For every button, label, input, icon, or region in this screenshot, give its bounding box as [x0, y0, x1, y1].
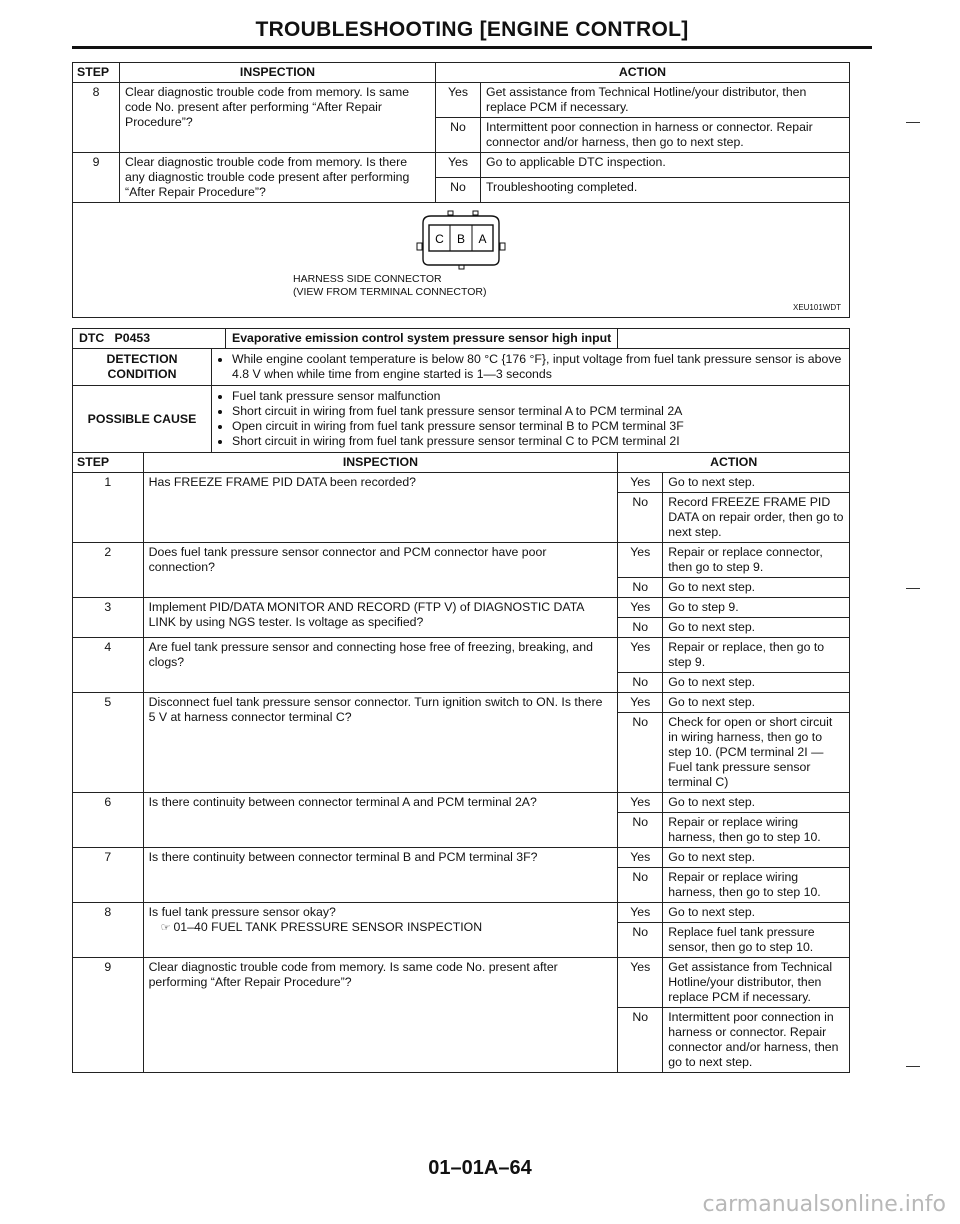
dtc-table — [72, 328, 850, 1073]
no-label: No — [618, 923, 663, 958]
yes-label: Yes — [618, 693, 663, 713]
no-label: No — [436, 118, 481, 153]
inspection-cell — [120, 83, 436, 153]
detection-condition-list — [212, 349, 849, 385]
no-action: Intermittent poor connection in harness or connector. Repair connector and/or harness, then go to next step. — [481, 118, 850, 153]
yes-action: Go to applicable DTC inspection. — [481, 153, 850, 178]
yes-action: Go to step 9. — [663, 598, 850, 618]
figure-caption — [293, 273, 486, 298]
step-row — [73, 153, 850, 178]
terminal-c-label: C — [435, 232, 444, 246]
inspection-cell — [143, 473, 618, 543]
caption-line-1: HARNESS SIDE CONNECTOR — [293, 273, 442, 285]
step-number: 7 — [73, 848, 144, 903]
reference-note — [149, 920, 613, 935]
yes-action: Go to next step. — [663, 903, 850, 923]
yes-label: Yes — [618, 638, 663, 673]
step-number: 9 — [73, 153, 120, 203]
yes-action: Go to next step. — [663, 848, 850, 868]
no-label: No — [618, 618, 663, 638]
page-title: TROUBLESHOOTING [ENGINE CONTROL] — [72, 18, 872, 49]
no-action: Intermittent poor connection in harness or connector. Repair connector and/or harness, then go to next step. — [663, 1008, 850, 1073]
no-action: Replace fuel tank pressure sensor, then go to step 10. — [663, 923, 850, 958]
caption-line-2: (VIEW FROM TERMINAL CONNECTOR) — [293, 285, 487, 298]
detection-row — [73, 349, 850, 386]
inspection-cell — [143, 903, 618, 958]
yes-action: Go to next step. — [663, 793, 850, 813]
no-action: Record FREEZE FRAME PID DATA on repair order, then go to next step. — [663, 493, 850, 543]
yes-label: Yes — [436, 153, 481, 178]
step-number: 6 — [73, 793, 144, 848]
no-action: Go to next step. — [663, 618, 850, 638]
step-number: 4 — [73, 638, 144, 693]
yes-action: Get assistance from Technical Hotline/your distributor, then replace PCM if necessary. — [663, 958, 850, 1008]
yes-label: Yes — [618, 793, 663, 813]
no-action: Check for open or short circuit in wiring harness, then go to step 10. (PCM terminal 2I — Fuel tank pressure sensor terminal C) — [663, 713, 850, 793]
step-number: 9 — [73, 958, 144, 1073]
steps-table-continued — [72, 62, 850, 318]
detection-label: DETECTION CONDITION — [73, 349, 212, 385]
no-action: Go to next step. — [663, 673, 850, 693]
inspection-cell — [143, 693, 618, 793]
step-number: 1 — [73, 473, 144, 543]
column-action: ACTION — [436, 63, 850, 83]
margin-mark — [906, 588, 920, 589]
step-number: 3 — [73, 598, 144, 638]
inspection-text: Does fuel tank pressure sensor connector and PCM connector have poor connection? — [148, 545, 547, 574]
no-label: No — [618, 578, 663, 598]
step-row — [73, 793, 850, 813]
dtc-code-cell — [73, 329, 618, 349]
yes-label: Yes — [618, 598, 663, 618]
bullet-item: • Short circuit in wiring from fuel tank pressure sensor terminal A to PCM terminal 2A — [232, 404, 843, 419]
page-number: 01–01A–64 — [428, 1157, 532, 1179]
cause-row — [73, 386, 850, 453]
column-inspection-2: INSPECTION — [143, 453, 618, 473]
inspection-cell — [143, 543, 618, 598]
bullet-item: • Short circuit in wiring from fuel tank pressure sensor terminal C to PCM terminal 2I — [232, 434, 843, 449]
yes-action: Repair or replace connector, then go to step 9. — [663, 543, 850, 578]
no-action: Repair or replace wiring harness, then go to step 10. — [663, 813, 850, 848]
step-row — [73, 83, 850, 118]
bullet-item: • Fuel tank pressure sensor malfunction — [232, 389, 843, 404]
watermark: carmanualsonline.info — [702, 1192, 946, 1217]
inspection-cell — [143, 793, 618, 848]
inspection-cell — [143, 958, 618, 1073]
no-action: Repair or replace wiring harness, then go to step 10. — [663, 868, 850, 903]
no-action: Troubleshooting completed. — [481, 178, 850, 203]
terminal-b-label: B — [456, 232, 466, 246]
no-label: No — [618, 713, 663, 793]
yes-action: Repair or replace, then go to step 9. — [663, 638, 850, 673]
dtc-code-value: P0453 — [114, 331, 151, 345]
margin-mark — [906, 1066, 920, 1067]
inspection-cell — [120, 153, 436, 203]
dtc-title: Evaporative emission control system pressure sensor high input — [232, 331, 612, 345]
connector-icon — [401, 207, 521, 273]
inspection-text: Has FREEZE FRAME PID DATA been recorded? — [148, 475, 417, 489]
step-row — [73, 848, 850, 868]
step-row — [73, 638, 850, 673]
yes-action: Go to next step. — [663, 473, 850, 493]
margin-mark — [906, 122, 920, 123]
yes-label: Yes — [618, 848, 663, 868]
possible-cause-list — [212, 386, 849, 452]
column-step-2: STEP — [73, 453, 144, 473]
inspection-cell — [143, 848, 618, 903]
step-number: 8 — [73, 903, 144, 958]
bullet-item: • While engine coolant temperature is below 80 °C {176 °F}, input voltage from fuel tank pressure sensor is above 4.8 V when while time from engine started is 1—3 seconds — [232, 352, 843, 382]
connector-figure — [73, 203, 850, 318]
bullet-item: • Open circuit in wiring from fuel tank pressure sensor terminal B to PCM terminal 3F — [232, 419, 843, 434]
yes-label: Yes — [436, 83, 481, 118]
no-action: Go to next step. — [663, 578, 850, 598]
reference-text: 01–40 FUEL TANK PRESSURE SENSOR INSPECTION — [173, 920, 483, 934]
column-inspection: INSPECTION — [120, 63, 436, 83]
dtc-code — [73, 329, 226, 348]
column-step: STEP — [73, 63, 120, 83]
step-row — [73, 903, 850, 923]
step-row — [73, 693, 850, 713]
inspection-text: Is there continuity between connector terminal A and PCM terminal 2A? — [148, 795, 537, 809]
figure-code: XEU101WDT — [792, 303, 841, 313]
no-label: No — [618, 1008, 663, 1073]
terminal-a-label: A — [478, 232, 487, 246]
step-row — [73, 598, 850, 618]
no-label: No — [618, 813, 663, 848]
inspection-cell — [143, 638, 618, 693]
yes-action: Go to next step. — [663, 693, 850, 713]
step-number: 8 — [73, 83, 120, 153]
inspection-text: Are fuel tank pressure sensor and connecting hose free of freezing, breaking, and clogs? — [148, 640, 593, 669]
inspection-text: Disconnect fuel tank pressure sensor connector. Turn ignition switch to ON. Is there 5 V at harness connector terminal C? — [148, 695, 603, 724]
no-label: No — [436, 178, 481, 203]
yes-label: Yes — [618, 958, 663, 1008]
column-action-2: ACTION — [618, 453, 850, 473]
no-label: No — [618, 868, 663, 903]
step-number: 2 — [73, 543, 144, 598]
harness-connector-diagram — [73, 207, 849, 273]
step-row — [73, 473, 850, 493]
dtc-code-label: DTC — [79, 331, 105, 345]
inspection-text: Is fuel tank pressure sensor okay? — [148, 905, 336, 919]
no-label: No — [618, 673, 663, 693]
step-row — [73, 958, 850, 1008]
step-number: 5 — [73, 693, 144, 793]
inspection-text: Is there continuity between connector terminal B and PCM terminal 3F? — [148, 850, 538, 864]
step-row — [73, 543, 850, 578]
yes-label: Yes — [618, 473, 663, 493]
inspection-cell — [143, 598, 618, 638]
no-label: No — [618, 493, 663, 543]
yes-action: Get assistance from Technical Hotline/your distributor, then replace PCM if necessary. — [481, 83, 850, 118]
yes-label: Yes — [618, 903, 663, 923]
inspection-text: Clear diagnostic trouble code from memory. Is same code No. present after performing “After Repair Procedure”? — [148, 960, 558, 989]
dtc-title-extension — [618, 329, 850, 349]
inspection-text: Clear diagnostic trouble code from memory. Is there any diagnostic trouble code present after performing “After Repair Procedure”? — [125, 155, 410, 199]
yes-label: Yes — [618, 543, 663, 578]
inspection-text: Clear diagnostic trouble code from memory. Is same code No. present after performing “After Repair Procedure”? — [125, 85, 410, 129]
inspection-text: Implement PID/DATA MONITOR AND RECORD (FTP V) of DIAGNOSTIC DATA LINK by using NGS tester. Is voltage as specified? — [148, 600, 584, 629]
cause-label: POSSIBLE CAUSE — [73, 386, 212, 452]
reference-hand-icon: ☞ — [160, 922, 171, 934]
